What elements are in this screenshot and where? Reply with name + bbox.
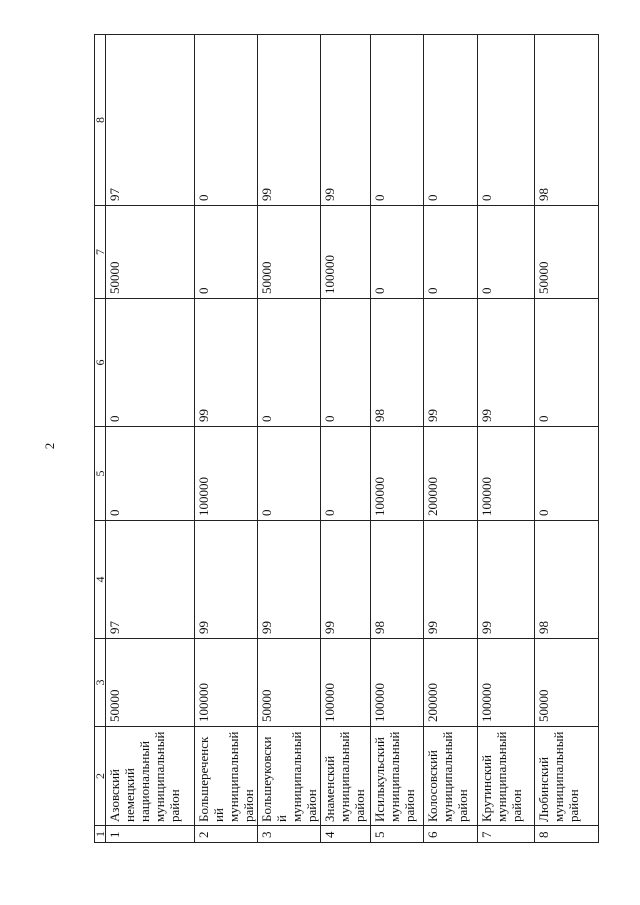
column-header: 2 bbox=[95, 727, 106, 826]
district-name: Азовский немецкий национальный муниципальный район bbox=[106, 727, 195, 826]
table-cell: 100000 bbox=[371, 639, 424, 727]
table-cell: 0 bbox=[195, 206, 258, 299]
data-table bbox=[94, 34, 599, 843]
table-cell: 99 bbox=[424, 299, 478, 427]
page-number: 2 bbox=[42, 442, 57, 450]
table-cell: 0 bbox=[478, 206, 535, 299]
table-cell: 98 bbox=[371, 521, 424, 639]
table-cell: 0 bbox=[321, 427, 371, 521]
table-cell: 50000 bbox=[535, 206, 599, 299]
table-cell: 50000 bbox=[106, 639, 195, 727]
table-cell: 100000 bbox=[371, 427, 424, 521]
table-cell: 50000 bbox=[258, 639, 321, 727]
table-cell: 100000 bbox=[321, 639, 371, 727]
table-cell: 0 bbox=[478, 35, 535, 206]
district-name: Колосовский муниципальный район bbox=[424, 727, 478, 826]
table-cell: 0 bbox=[195, 35, 258, 206]
column-header: 5 bbox=[95, 427, 106, 521]
district-name: Любинский муниципальный район bbox=[535, 727, 599, 826]
table-cell: 99 bbox=[195, 521, 258, 639]
table-row bbox=[258, 35, 321, 843]
district-name: Большеуковский муниципальный район bbox=[258, 727, 321, 826]
table-cell: 100000 bbox=[478, 427, 535, 521]
column-header: 7 bbox=[95, 206, 106, 299]
table-cell: 0 bbox=[371, 35, 424, 206]
row-number: 4 bbox=[321, 826, 371, 843]
table-row bbox=[478, 35, 535, 843]
table-row bbox=[106, 35, 195, 843]
table-row bbox=[424, 35, 478, 843]
table-cell: 98 bbox=[535, 35, 599, 206]
header-row bbox=[95, 35, 106, 843]
table-cell: 0 bbox=[424, 206, 478, 299]
district-name: Крутинский муниципальный район bbox=[478, 727, 535, 826]
table-cell: 99 bbox=[258, 35, 321, 206]
row-number: 3 bbox=[258, 826, 321, 843]
row-number: 8 bbox=[535, 826, 599, 843]
table-cell: 50000 bbox=[106, 206, 195, 299]
table-cell: 99 bbox=[258, 521, 321, 639]
district-name: Знаменский муниципальный район bbox=[321, 727, 371, 826]
table-cell: 99 bbox=[424, 521, 478, 639]
table-cell: 200000 bbox=[424, 639, 478, 727]
table-cell: 0 bbox=[258, 427, 321, 521]
table-cell: 98 bbox=[535, 521, 599, 639]
district-name: Исилькульский муниципальный район bbox=[371, 727, 424, 826]
table-cell: 99 bbox=[195, 299, 258, 427]
column-header: 6 bbox=[95, 299, 106, 427]
table-container bbox=[94, 35, 580, 843]
table-cell: 0 bbox=[371, 206, 424, 299]
table-cell: 100000 bbox=[195, 639, 258, 727]
table-cell: 99 bbox=[478, 521, 535, 639]
table-cell: 100000 bbox=[195, 427, 258, 521]
row-number: 7 bbox=[478, 826, 535, 843]
table-cell: 0 bbox=[424, 35, 478, 206]
district-name: Большереченский муниципальный район bbox=[195, 727, 258, 826]
table-cell: 0 bbox=[258, 299, 321, 427]
column-header: 4 bbox=[95, 521, 106, 639]
table-cell: 0 bbox=[106, 299, 195, 427]
table-cell: 97 bbox=[106, 35, 195, 206]
table-row bbox=[195, 35, 258, 843]
table-row bbox=[371, 35, 424, 843]
table-cell: 99 bbox=[321, 521, 371, 639]
table-cell: 97 bbox=[106, 521, 195, 639]
row-number: 6 bbox=[424, 826, 478, 843]
table-cell: 50000 bbox=[535, 639, 599, 727]
row-number: 1 bbox=[106, 826, 195, 843]
table-cell: 50000 bbox=[258, 206, 321, 299]
table-cell: 100000 bbox=[478, 639, 535, 727]
column-header: 8 bbox=[95, 35, 106, 206]
table-row bbox=[321, 35, 371, 843]
table-cell: 0 bbox=[321, 299, 371, 427]
row-number: 2 bbox=[195, 826, 258, 843]
table-cell: 0 bbox=[106, 427, 195, 521]
column-header: 3 bbox=[95, 639, 106, 727]
table-cell: 200000 bbox=[424, 427, 478, 521]
table-row bbox=[535, 35, 599, 843]
table-cell: 98 bbox=[371, 299, 424, 427]
column-header: 1 bbox=[95, 826, 106, 843]
table-cell: 0 bbox=[535, 427, 599, 521]
row-number: 5 bbox=[371, 826, 424, 843]
table-cell: 99 bbox=[478, 299, 535, 427]
table-cell: 99 bbox=[321, 35, 371, 206]
table-cell: 0 bbox=[535, 299, 599, 427]
table-cell: 100000 bbox=[321, 206, 371, 299]
